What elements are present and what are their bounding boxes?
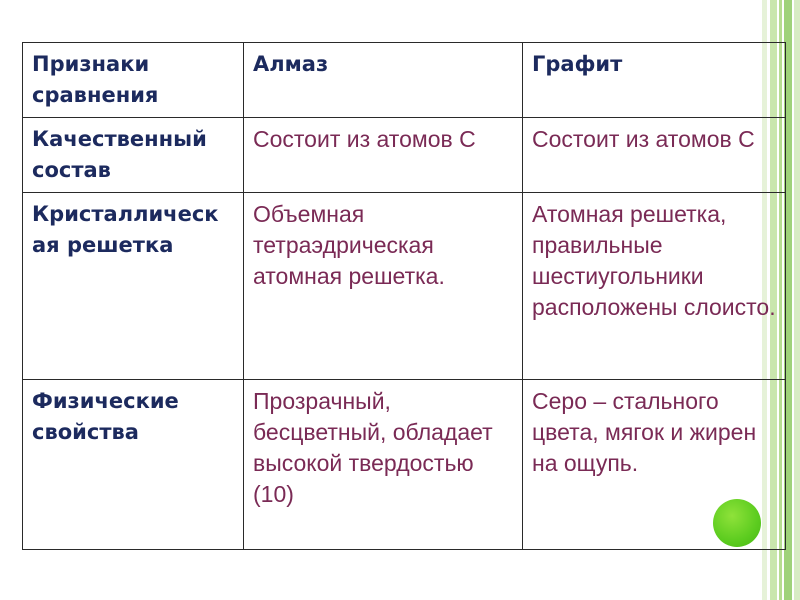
- header-diamond-text: Алмаз: [253, 52, 329, 76]
- table-row: [23, 118, 786, 193]
- header-cell-criteria: [23, 43, 244, 118]
- graphite-value: Серо – стального цвета, мягок и жирен на ощупь.: [532, 388, 757, 476]
- graphite-value: Атомная решетка, правильные шестиугольники расположены слоисто.: [532, 201, 776, 320]
- diamond-cell: [244, 193, 523, 380]
- diamond-value: Прозрачный, бесцветный, обладает высокой твердостью (10): [253, 388, 493, 507]
- decor-stripe: [794, 0, 800, 600]
- diamond-cell: [244, 380, 523, 550]
- criterion-text: Физические свойства: [32, 389, 179, 444]
- graphite-value: Состоит из атомов С: [532, 126, 755, 152]
- diamond-cell: [244, 118, 523, 193]
- criterion-text: Кристаллическ ая решетка: [32, 202, 219, 257]
- criterion-cell: [23, 118, 244, 193]
- table-header-row: [23, 43, 786, 118]
- graphite-cell: [523, 193, 786, 380]
- table-row: [23, 193, 786, 380]
- table-row: [23, 380, 786, 550]
- criterion-text: Качественный состав: [32, 127, 207, 182]
- header-cell-diamond: [244, 43, 523, 118]
- header-criteria-text: Признаки сравнения: [32, 52, 159, 107]
- green-circle-decoration: [713, 499, 761, 547]
- diamond-value: Объемная тетраэдрическая атомная решетка.: [253, 201, 445, 289]
- criterion-cell: [23, 380, 244, 550]
- comparison-table: [22, 42, 786, 550]
- criterion-cell: [23, 193, 244, 380]
- header-cell-graphite: [523, 43, 786, 118]
- graphite-cell: [523, 118, 786, 193]
- diamond-value: Состоит из атомов С: [253, 126, 476, 152]
- header-graphite-text: Графит: [532, 52, 623, 76]
